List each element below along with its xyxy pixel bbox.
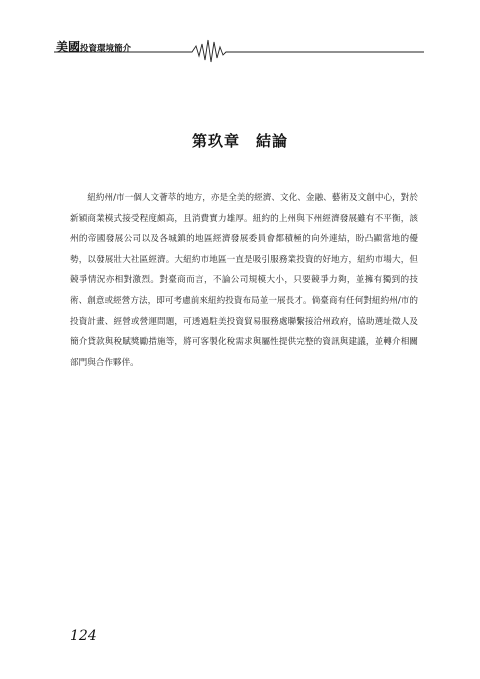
header-heartbeat-line — [0, 0, 480, 70]
header-title-main: 美國 — [56, 40, 81, 54]
header-title-sub: 投資環境簡介 — [80, 44, 132, 54]
page-number: 124 — [70, 628, 97, 644]
body-paragraph: 紐約州/市一個人文薈萃的地方，亦是全美的經濟、文化、金融、藝術及文創中心，對於新穎商業模式接受程度頗高，且消費實力雄厚。紐約的上州與下州經濟發展雖有不平衡，該州的帝國發展公司以及各城鎮的地區經濟發展委員會都積極的向外連結，盼凸顯當地的優勢，以發展壯大社區經濟。大紐約市地區一直是吸引服務業投資的好地方，紐約市場大，但競爭情況亦相對激烈。對臺商而言，不論公司規模大小，只要競爭力夠，並擁有獨到的技術、創意或經營方法，即可考慮前來紐約投資布局並一展長才。倘臺商有任何對紐約州/市的投資計畫、經營或營運問題，可透過駐美投資貿易服務處聯繫接洽州政府，協助選址徵人及簡介貸款與稅賦獎勵措施等，將可客製化稅需求與屬性提供完整的資訊與建議，並轉介相關部門與合作夥伴。 — [70, 193, 418, 368]
page-header — [0, 0, 480, 70]
chapter-title: 第玖章 結論 — [191, 132, 288, 150]
